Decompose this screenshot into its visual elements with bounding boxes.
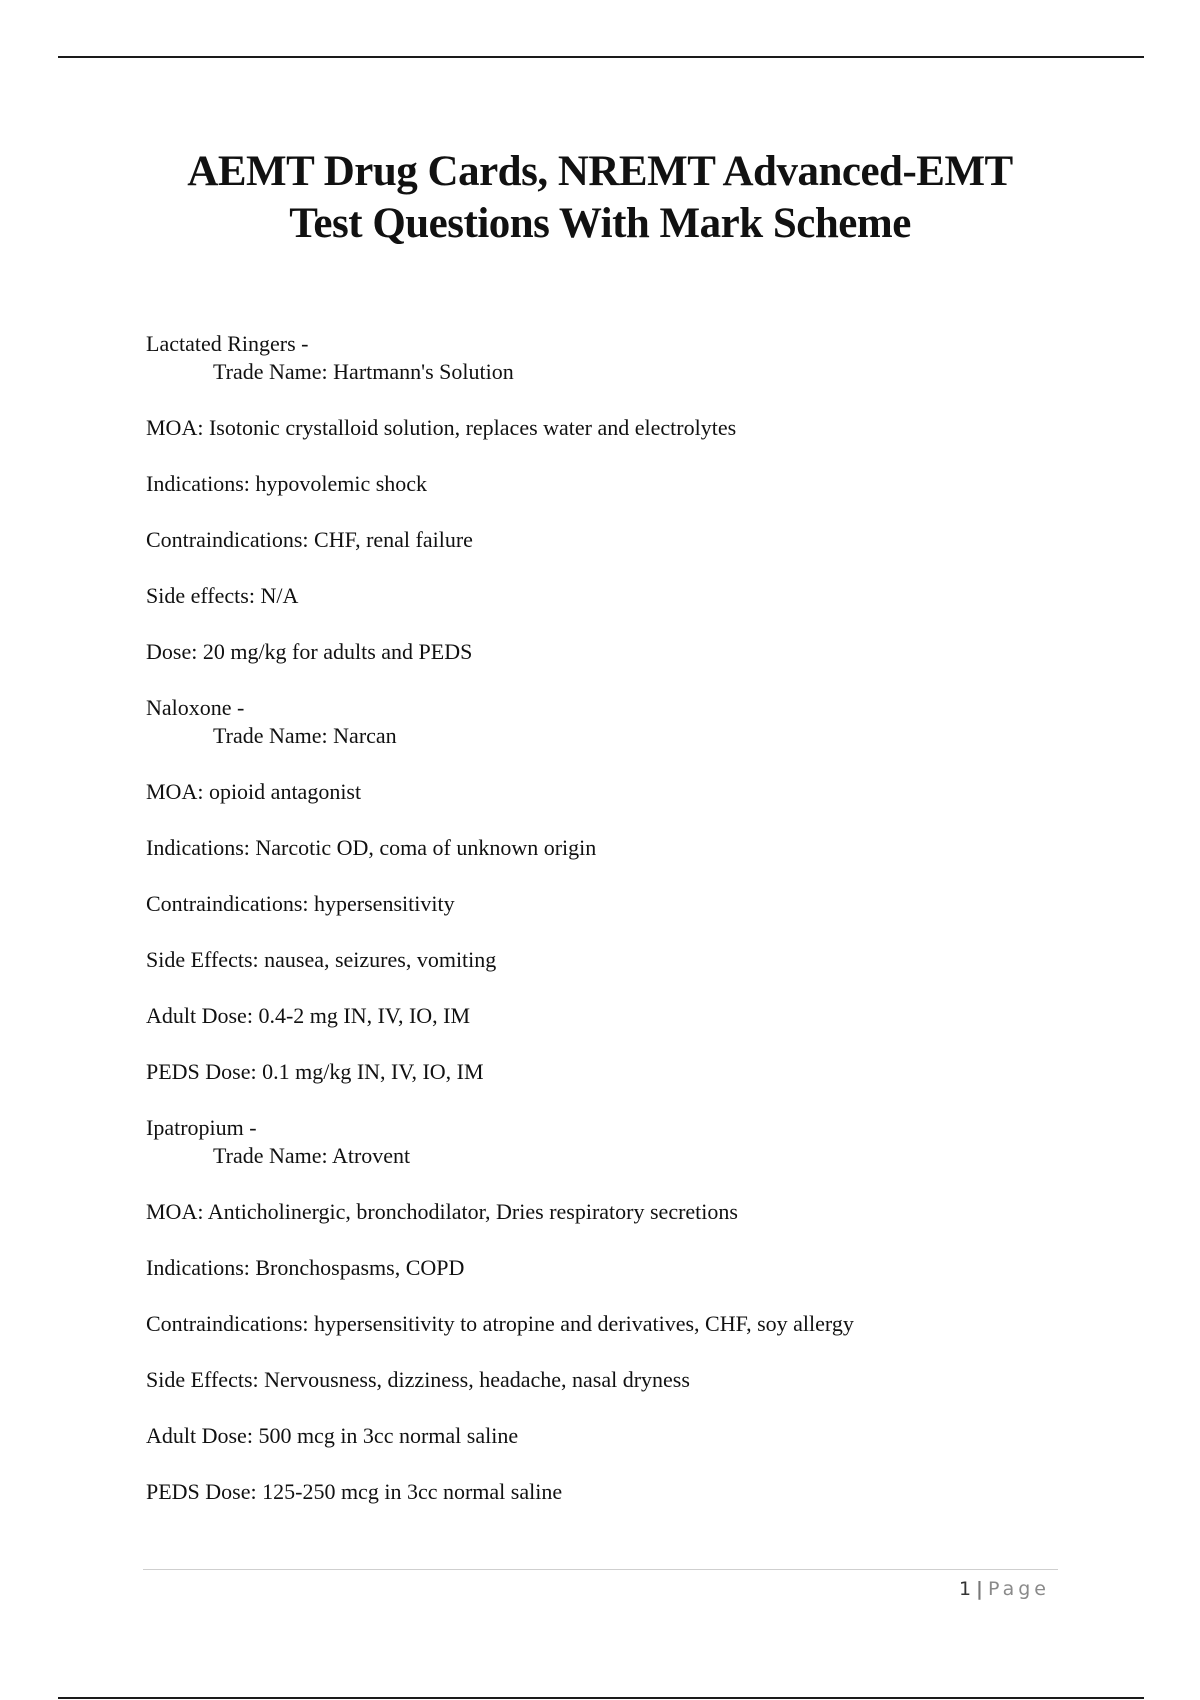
list-item bbox=[146, 526, 1106, 554]
list-item bbox=[146, 1198, 1106, 1226]
indications-text: Indications: hypovolemic shock bbox=[146, 471, 428, 496]
trade-name: Trade Name: Atrovent bbox=[213, 1143, 411, 1168]
document-title bbox=[0, 146, 1200, 250]
list-item bbox=[146, 1058, 1106, 1086]
trade-name: Trade Name: Hartmann's Solution bbox=[213, 359, 514, 384]
footer-rule bbox=[143, 1569, 1058, 1570]
title-line-2: Test Questions With Mark Scheme bbox=[289, 200, 911, 247]
list-item bbox=[146, 638, 1106, 666]
list-item bbox=[146, 1310, 1106, 1338]
list-item bbox=[146, 470, 1106, 498]
list-item bbox=[146, 834, 1106, 862]
dose-text: Dose: 20 mg/kg for adults and PEDS bbox=[146, 639, 473, 664]
title-line-1: AEMT Drug Cards, NREMT Advanced-EMT bbox=[187, 148, 1013, 195]
list-item bbox=[146, 946, 1106, 974]
drug-name: Lactated Ringers - bbox=[146, 331, 309, 356]
moa-text: MOA: Anticholinergic, bronchodilator, Dries respiratory secretions bbox=[146, 1199, 738, 1224]
page-separator: | bbox=[976, 1578, 984, 1600]
side-effects-text: Side effects: N/A bbox=[146, 583, 299, 608]
side-effects-text: Side Effects: Nervousness, dizziness, headache, nasal dryness bbox=[146, 1367, 690, 1392]
adult-dose-text: Adult Dose: 500 mcg in 3cc normal saline bbox=[146, 1423, 519, 1448]
list-item bbox=[146, 1422, 1106, 1450]
drug-card-content bbox=[146, 330, 1106, 1534]
list-item bbox=[146, 1002, 1106, 1030]
list-item bbox=[146, 414, 1106, 442]
peds-dose-text: PEDS Dose: 0.1 mg/kg IN, IV, IO, IM bbox=[146, 1059, 484, 1084]
moa-text: MOA: Isotonic crystalloid solution, replaces water and electrolytes bbox=[146, 415, 737, 440]
indications-text: Indications: Narcotic OD, coma of unknown origin bbox=[146, 835, 597, 860]
list-item bbox=[146, 890, 1106, 918]
bottom-rule bbox=[58, 1697, 1144, 1699]
side-effects-text: Side Effects: nausea, seizures, vomiting bbox=[146, 947, 497, 972]
list-item bbox=[146, 1478, 1106, 1506]
top-rule bbox=[58, 56, 1144, 58]
list-item bbox=[146, 582, 1106, 610]
trade-name: Trade Name: Narcan bbox=[213, 723, 397, 748]
contraindications-text: Contraindications: hypersensitivity bbox=[146, 891, 455, 916]
contraindications-text: Contraindications: hypersensitivity to atropine and derivatives, CHF, soy allergy bbox=[146, 1311, 854, 1336]
page-footer bbox=[959, 1577, 1050, 1601]
contraindications-text: Contraindications: CHF, renal failure bbox=[146, 527, 473, 552]
list-item bbox=[146, 778, 1106, 806]
moa-text: MOA: opioid antagonist bbox=[146, 779, 362, 804]
drug-heading-ipatropium bbox=[146, 1114, 1106, 1170]
adult-dose-text: Adult Dose: 0.4-2 mg IN, IV, IO, IM bbox=[146, 1003, 471, 1028]
page-label: Page bbox=[988, 1578, 1050, 1600]
peds-dose-text: PEDS Dose: 125-250 mcg in 3cc normal saline bbox=[146, 1479, 563, 1504]
drug-name: Ipatropium - bbox=[146, 1115, 257, 1140]
indications-text: Indications: Bronchospasms, COPD bbox=[146, 1255, 465, 1280]
page-number: 1 bbox=[958, 1578, 973, 1600]
drug-name: Naloxone - bbox=[146, 695, 245, 720]
drug-heading-lactated-ringers bbox=[146, 330, 1106, 386]
list-item bbox=[146, 1366, 1106, 1394]
list-item bbox=[146, 1254, 1106, 1282]
drug-heading-naloxone bbox=[146, 694, 1106, 750]
